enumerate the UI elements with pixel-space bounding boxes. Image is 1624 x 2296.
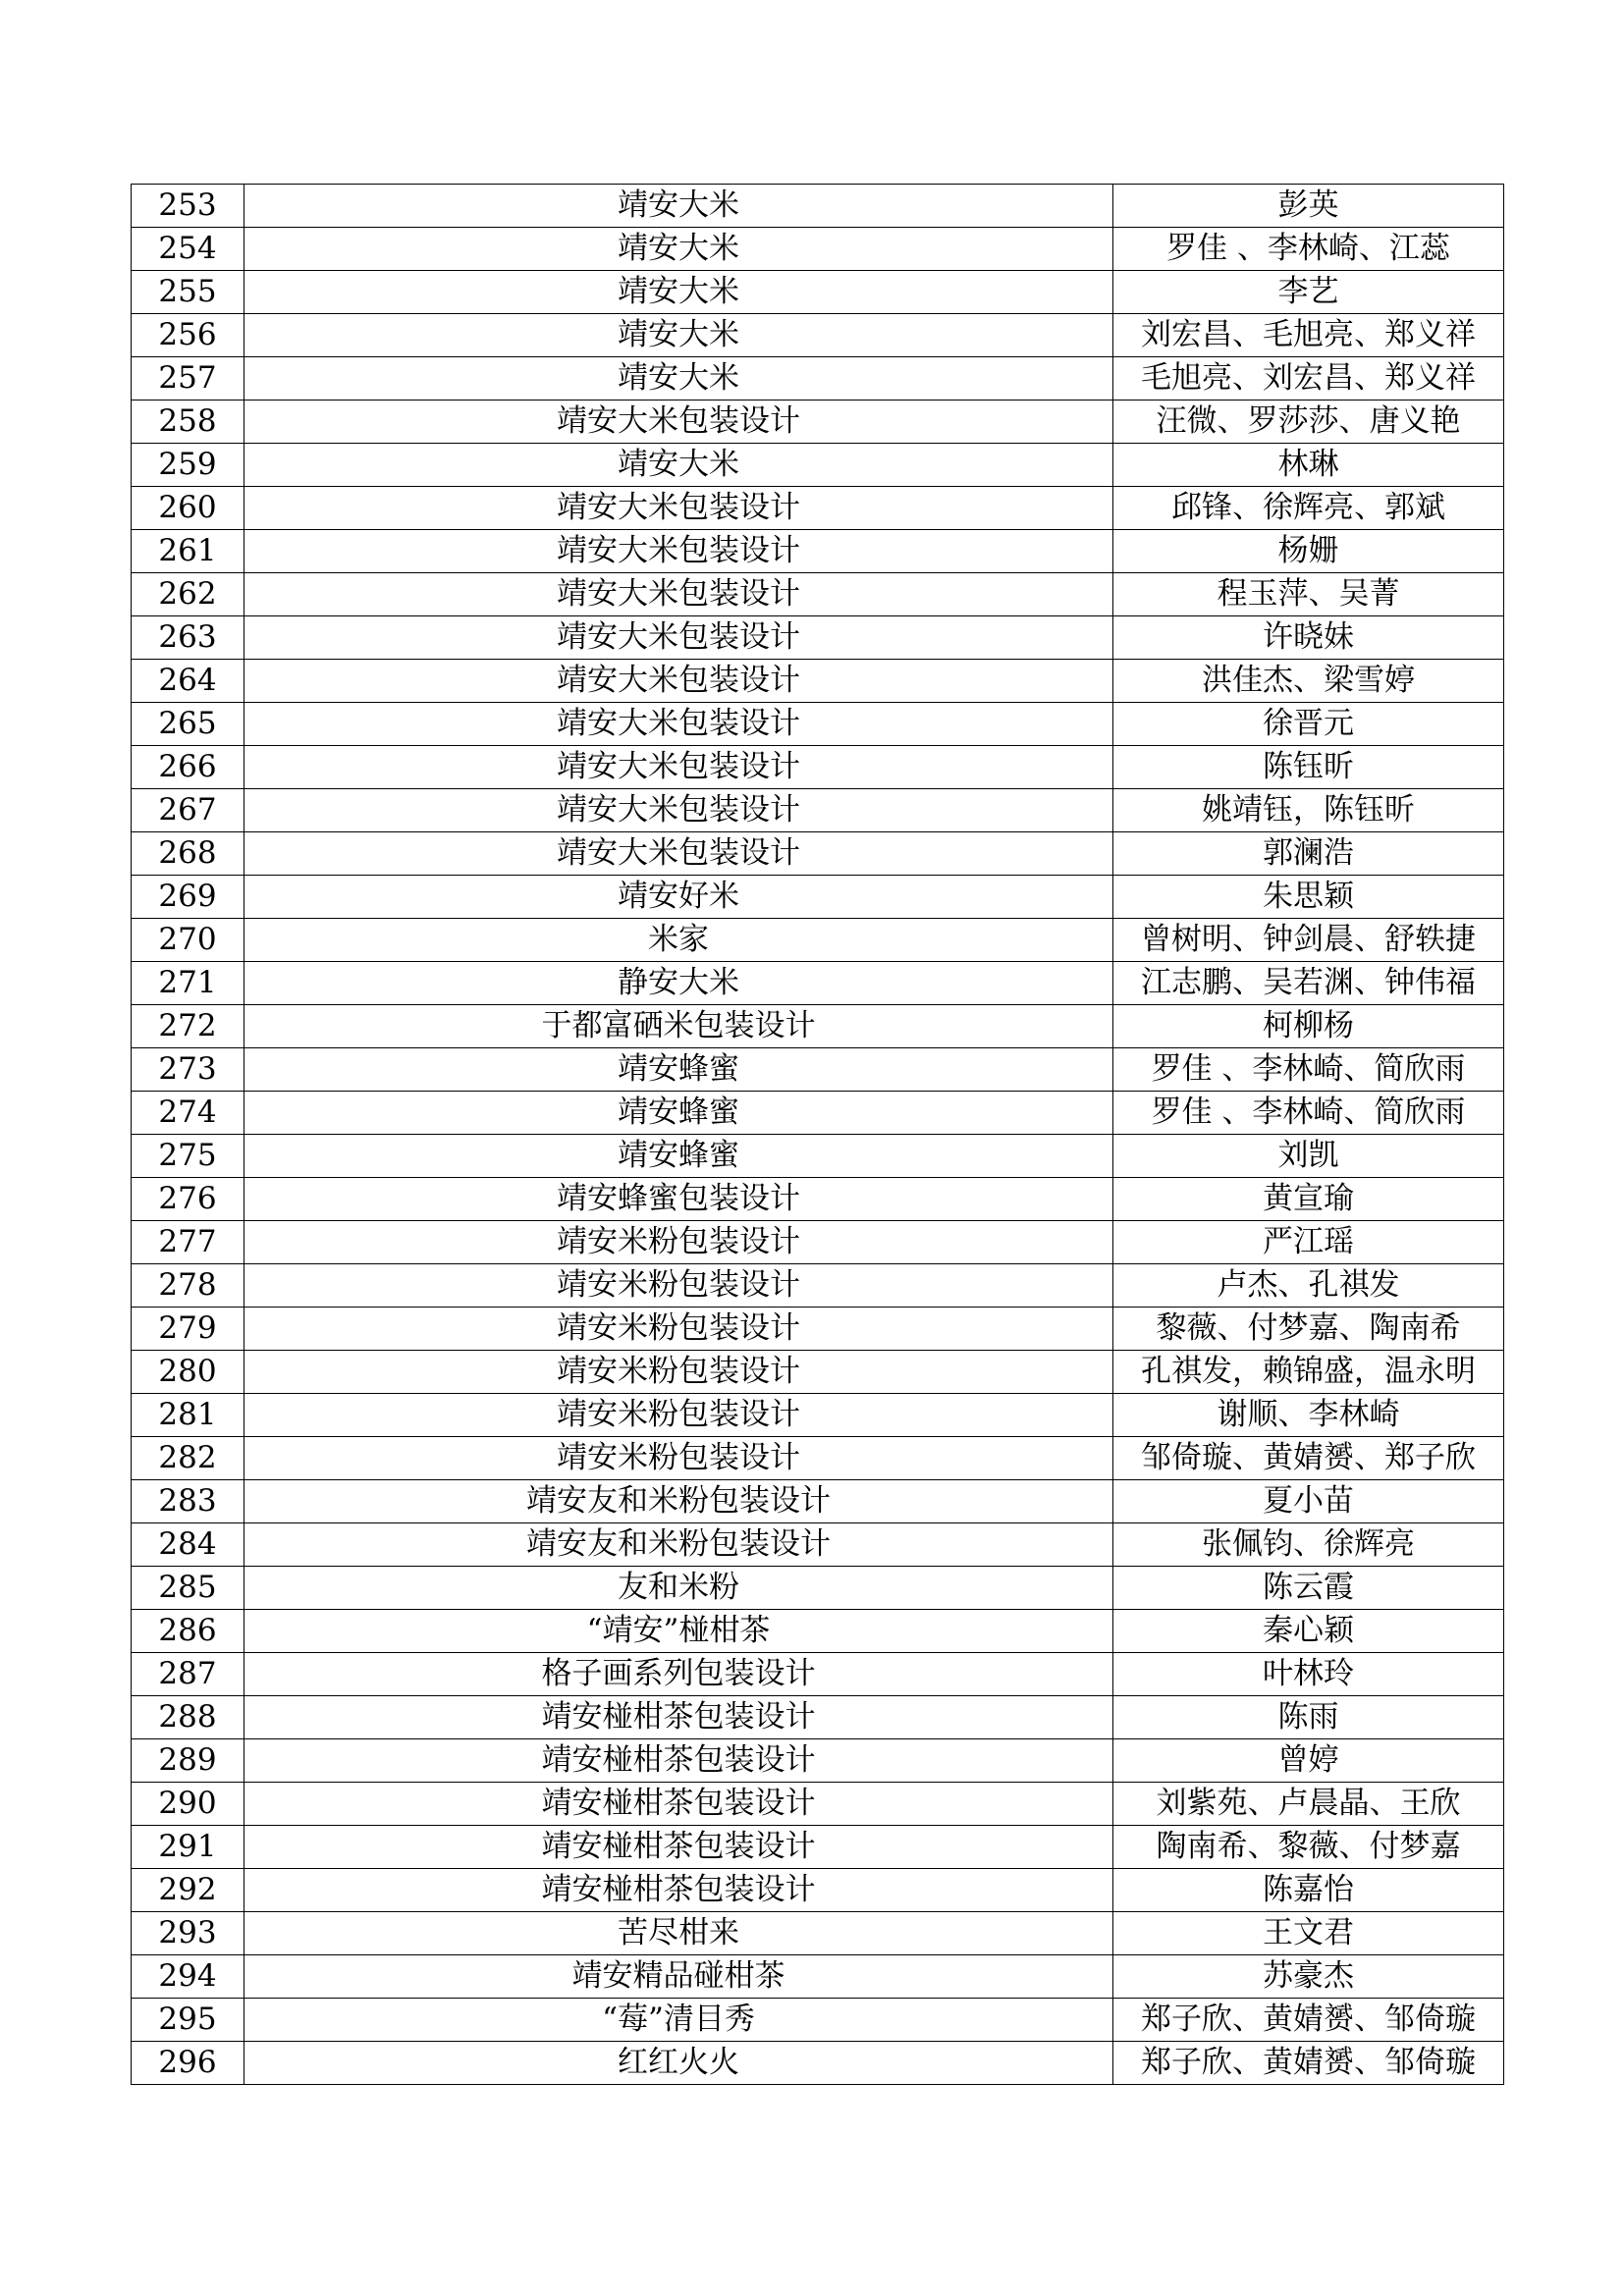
- author-names-cell: 郑子欣、黄婧赟、邹倚璇: [1113, 2042, 1504, 2085]
- table-row: [132, 444, 1504, 487]
- table-row: [132, 1135, 1504, 1178]
- table-row: [132, 1437, 1504, 1480]
- author-names-cell: 江志鹏、吴若渊、钟伟福: [1113, 962, 1504, 1005]
- work-title-cell: 靖安大米: [244, 444, 1113, 487]
- table-row: [132, 185, 1504, 228]
- work-title-cell: 靖安椪柑茶包装设计: [244, 1739, 1113, 1783]
- entry-number-cell: 267: [132, 789, 244, 832]
- table-row: [132, 1567, 1504, 1610]
- entry-number-cell: 266: [132, 746, 244, 789]
- table-row: [132, 1999, 1504, 2042]
- work-title-cell: 靖安米粉包装设计: [244, 1394, 1113, 1437]
- author-names-cell: 夏小苗: [1113, 1480, 1504, 1523]
- entry-number-cell: 281: [132, 1394, 244, 1437]
- entry-number-cell: 269: [132, 876, 244, 919]
- table-row: [132, 1351, 1504, 1394]
- table-row: [132, 1869, 1504, 1912]
- table-row: [132, 1826, 1504, 1869]
- author-names-cell: 陈雨: [1113, 1696, 1504, 1739]
- entries-table: [131, 184, 1504, 2085]
- author-names-cell: 秦心颖: [1113, 1610, 1504, 1653]
- author-names-cell: 徐晋元: [1113, 703, 1504, 746]
- work-title-cell: 靖安大米包装设计: [244, 487, 1113, 530]
- entry-number-cell: 270: [132, 919, 244, 962]
- author-names-cell: 严江瑶: [1113, 1221, 1504, 1264]
- entry-number-cell: 285: [132, 1567, 244, 1610]
- work-title-cell: 靖安大米包装设计: [244, 703, 1113, 746]
- work-title-cell: 靖安椪柑茶包装设计: [244, 1783, 1113, 1826]
- entry-number-cell: 279: [132, 1308, 244, 1351]
- entry-number-cell: 257: [132, 357, 244, 400]
- table-row: [132, 962, 1504, 1005]
- author-names-cell: 黄宣瑜: [1113, 1178, 1504, 1221]
- author-names-cell: 汪微、罗莎莎、唐义艳: [1113, 400, 1504, 444]
- table-row: [132, 400, 1504, 444]
- author-names-cell: 许晓妹: [1113, 616, 1504, 660]
- table-row: [132, 1783, 1504, 1826]
- entry-number-cell: 256: [132, 314, 244, 357]
- work-title-cell: 靖安大米包装设计: [244, 573, 1113, 616]
- entry-number-cell: 255: [132, 271, 244, 314]
- author-names-cell: 郑子欣、黄婧赟、邹倚璇: [1113, 1999, 1504, 2042]
- table-row: [132, 357, 1504, 400]
- entry-number-cell: 261: [132, 530, 244, 573]
- author-names-cell: 罗佳 、李林崎、江蕊: [1113, 228, 1504, 271]
- table-row: [132, 573, 1504, 616]
- table-row: [132, 746, 1504, 789]
- work-title-cell: 靖安大米: [244, 357, 1113, 400]
- work-title-cell: 靖安大米: [244, 271, 1113, 314]
- entry-number-cell: 275: [132, 1135, 244, 1178]
- table-row: [132, 1653, 1504, 1696]
- table-row: [132, 789, 1504, 832]
- table-row: [132, 1739, 1504, 1783]
- entry-number-cell: 288: [132, 1696, 244, 1739]
- entry-number-cell: 284: [132, 1523, 244, 1567]
- table-row: [132, 1955, 1504, 1999]
- table-row: [132, 1912, 1504, 1955]
- table-row: [132, 832, 1504, 876]
- author-names-cell: 曾婷: [1113, 1739, 1504, 1783]
- work-title-cell: 红红火火: [244, 2042, 1113, 2085]
- author-names-cell: 黎薇、付梦嘉、陶南希: [1113, 1308, 1504, 1351]
- author-names-cell: 洪佳杰、梁雪婷: [1113, 660, 1504, 703]
- author-names-cell: 罗佳 、李林崎、简欣雨: [1113, 1092, 1504, 1135]
- work-title-cell: 靖安大米: [244, 228, 1113, 271]
- work-title-cell: 靖安友和米粉包装设计: [244, 1480, 1113, 1523]
- table-row: [132, 1178, 1504, 1221]
- entry-number-cell: 292: [132, 1869, 244, 1912]
- table-row: [132, 919, 1504, 962]
- work-title-cell: 靖安大米包装设计: [244, 832, 1113, 876]
- entries-table-body: [132, 185, 1504, 2085]
- work-title-cell: 靖安精品碰柑茶: [244, 1955, 1113, 1999]
- entry-number-cell: 296: [132, 2042, 244, 2085]
- author-names-cell: 彭英: [1113, 185, 1504, 228]
- entry-number-cell: 253: [132, 185, 244, 228]
- entry-number-cell: 259: [132, 444, 244, 487]
- work-title-cell: 靖安蜂蜜: [244, 1048, 1113, 1092]
- entry-number-cell: 282: [132, 1437, 244, 1480]
- table-row: [132, 1696, 1504, 1739]
- entry-number-cell: 264: [132, 660, 244, 703]
- author-names-cell: 李艺: [1113, 271, 1504, 314]
- work-title-cell: 靖安好米: [244, 876, 1113, 919]
- author-names-cell: 郭澜浩: [1113, 832, 1504, 876]
- author-names-cell: 卢杰、孔祺发: [1113, 1264, 1504, 1308]
- author-names-cell: 姚靖钰，陈钰昕: [1113, 789, 1504, 832]
- table-row: [132, 876, 1504, 919]
- entry-number-cell: 294: [132, 1955, 244, 1999]
- table-row: [132, 1092, 1504, 1135]
- table-row: [132, 1048, 1504, 1092]
- author-names-cell: 毛旭亮、刘宏昌、郑义祥: [1113, 357, 1504, 400]
- entry-number-cell: 295: [132, 1999, 244, 2042]
- work-title-cell: 靖安大米包装设计: [244, 789, 1113, 832]
- work-title-cell: 苦尽柑来: [244, 1912, 1113, 1955]
- author-names-cell: 柯柳杨: [1113, 1005, 1504, 1048]
- entry-number-cell: 260: [132, 487, 244, 530]
- author-names-cell: 陈云霞: [1113, 1567, 1504, 1610]
- entry-number-cell: 265: [132, 703, 244, 746]
- table-row: [132, 228, 1504, 271]
- entry-number-cell: 293: [132, 1912, 244, 1955]
- author-names-cell: 刘宏昌、毛旭亮、郑义祥: [1113, 314, 1504, 357]
- author-names-cell: 林琳: [1113, 444, 1504, 487]
- table-row: [132, 1005, 1504, 1048]
- author-names-cell: 叶林玲: [1113, 1653, 1504, 1696]
- work-title-cell: 静安大米: [244, 962, 1113, 1005]
- work-title-cell: 靖安蜂蜜: [244, 1135, 1113, 1178]
- author-names-cell: 邹倚璇、黄婧赟、郑子欣: [1113, 1437, 1504, 1480]
- entry-number-cell: 276: [132, 1178, 244, 1221]
- table-row: [132, 1480, 1504, 1523]
- author-names-cell: 罗佳 、李林崎、简欣雨: [1113, 1048, 1504, 1092]
- author-names-cell: 杨姗: [1113, 530, 1504, 573]
- entry-number-cell: 287: [132, 1653, 244, 1696]
- entry-number-cell: 254: [132, 228, 244, 271]
- work-title-cell: 靖安大米包装设计: [244, 746, 1113, 789]
- work-title-cell: 靖安米粉包装设计: [244, 1264, 1113, 1308]
- table-row: [132, 1610, 1504, 1653]
- table-row: [132, 271, 1504, 314]
- author-names-cell: 曾树明、钟剑晨、舒轶捷: [1113, 919, 1504, 962]
- author-names-cell: 陶南希、黎薇、付梦嘉: [1113, 1826, 1504, 1869]
- table-row: [132, 1523, 1504, 1567]
- work-title-cell: 于都富硒米包装设计: [244, 1005, 1113, 1048]
- table-row: [132, 530, 1504, 573]
- author-names-cell: 张佩钧、徐辉亮: [1113, 1523, 1504, 1567]
- entry-number-cell: 289: [132, 1739, 244, 1783]
- author-names-cell: 陈嘉怡: [1113, 1869, 1504, 1912]
- author-names-cell: 苏豪杰: [1113, 1955, 1504, 1999]
- work-title-cell: 友和米粉: [244, 1567, 1113, 1610]
- author-names-cell: 陈钰昕: [1113, 746, 1504, 789]
- entry-number-cell: 280: [132, 1351, 244, 1394]
- table-row: [132, 2042, 1504, 2085]
- entry-number-cell: 283: [132, 1480, 244, 1523]
- table-row: [132, 1394, 1504, 1437]
- table-row: [132, 1221, 1504, 1264]
- work-title-cell: 靖安米粉包装设计: [244, 1221, 1113, 1264]
- work-title-cell: 靖安米粉包装设计: [244, 1308, 1113, 1351]
- author-names-cell: 刘紫苑、卢晨晶、王欣: [1113, 1783, 1504, 1826]
- author-names-cell: 邱锋、徐辉亮、郭斌: [1113, 487, 1504, 530]
- entry-number-cell: 286: [132, 1610, 244, 1653]
- work-title-cell: 靖安蜂蜜包装设计: [244, 1178, 1113, 1221]
- work-title-cell: 靖安大米: [244, 314, 1113, 357]
- table-row: [132, 314, 1504, 357]
- entry-number-cell: 274: [132, 1092, 244, 1135]
- entry-number-cell: 278: [132, 1264, 244, 1308]
- work-title-cell: 靖安大米包装设计: [244, 400, 1113, 444]
- work-title-cell: “靖安”椪柑茶: [244, 1610, 1113, 1653]
- work-title-cell: 靖安蜂蜜: [244, 1092, 1113, 1135]
- work-title-cell: 靖安大米包装设计: [244, 530, 1113, 573]
- work-title-cell: 米家: [244, 919, 1113, 962]
- entry-number-cell: 271: [132, 962, 244, 1005]
- author-names-cell: 王文君: [1113, 1912, 1504, 1955]
- work-title-cell: 靖安大米包装设计: [244, 660, 1113, 703]
- work-title-cell: 靖安椪柑茶包装设计: [244, 1826, 1113, 1869]
- table-row: [132, 616, 1504, 660]
- entry-number-cell: 263: [132, 616, 244, 660]
- work-title-cell: 格子画系列包装设计: [244, 1653, 1113, 1696]
- table-row: [132, 660, 1504, 703]
- author-names-cell: 刘凯: [1113, 1135, 1504, 1178]
- entry-number-cell: 272: [132, 1005, 244, 1048]
- entry-number-cell: 290: [132, 1783, 244, 1826]
- work-title-cell: 靖安友和米粉包装设计: [244, 1523, 1113, 1567]
- entry-number-cell: 262: [132, 573, 244, 616]
- work-title-cell: 靖安大米: [244, 185, 1113, 228]
- author-names-cell: 程玉萍、吴菁: [1113, 573, 1504, 616]
- entry-number-cell: 273: [132, 1048, 244, 1092]
- entry-number-cell: 258: [132, 400, 244, 444]
- table-row: [132, 1308, 1504, 1351]
- work-title-cell: “莓”清目秀: [244, 1999, 1113, 2042]
- author-names-cell: 孔祺发，赖锦盛，温永明: [1113, 1351, 1504, 1394]
- author-names-cell: 朱思颖: [1113, 876, 1504, 919]
- entry-number-cell: 268: [132, 832, 244, 876]
- table-row: [132, 1264, 1504, 1308]
- author-names-cell: 谢顺、李林崎: [1113, 1394, 1504, 1437]
- work-title-cell: 靖安大米包装设计: [244, 616, 1113, 660]
- table-row: [132, 703, 1504, 746]
- entry-number-cell: 277: [132, 1221, 244, 1264]
- work-title-cell: 靖安米粉包装设计: [244, 1351, 1113, 1394]
- entry-number-cell: 291: [132, 1826, 244, 1869]
- work-title-cell: 靖安椪柑茶包装设计: [244, 1696, 1113, 1739]
- table-row: [132, 487, 1504, 530]
- work-title-cell: 靖安米粉包装设计: [244, 1437, 1113, 1480]
- work-title-cell: 靖安椪柑茶包装设计: [244, 1869, 1113, 1912]
